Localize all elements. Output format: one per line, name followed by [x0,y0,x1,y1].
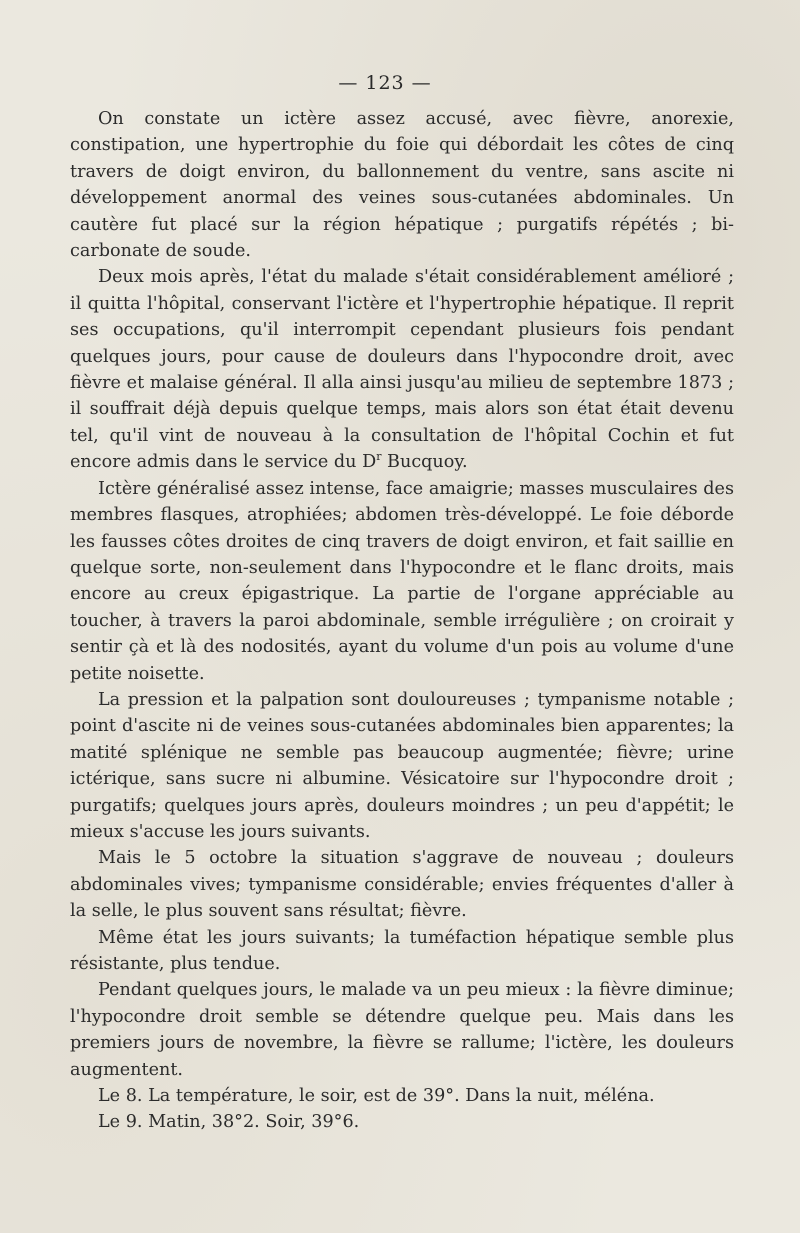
body-text [70,106,734,1136]
paragraph-2 [70,264,734,475]
entry-day-8: Le 8. La température, le soir, est de 39°. Dans la nuit, méléna. [98,1086,655,1107]
paragraph-2-tail: Bucquoy. [381,452,468,473]
paragraph-4: La pression et la palpation sont douloureuses ; tympanisme notable ; point d'ascite ni de veines sous-cutanées abdominales bien apparentes; la matité splénique ne semble pas beaucoup augmentée; fièvre; urine ictérique, sans sucre ni albumine. Vésicatoire sur l'hypocondre droit ; purgatifs; quelques jours après, douleurs moindres ; un peu d'appétit; le mieux s'accuse les jours suivants. [70,689,734,842]
paragraph-2-superscript: r [376,450,382,464]
paragraph-3: Ictère généralisé assez intense, face amaigrie; masses musculaires des membres flasques, atrophiées; abdomen très-développé. Le foie déborde les fausses côtes droites de cinq travers de doigt environ, et fait saillie en quelque sorte, non-seulement dans l'hypocondre et le flanc droits, mais encore au creux épigastrique. La partie de l'organe appréciable au toucher, à travers la paroi abdominale, semble irrégulière ; on croirait y sentir çà et là des nodosités, ayant du volume d'un pois au volume d'une petite noisette. [70,478,734,684]
paragraph-5: Mais le 5 octobre la situation s'aggrave de nouveau ; douleurs abdominales vives; tympanisme considérable; envies fréquentes d'aller à la selle, le plus souvent sans résultat; fièvre. [70,848,734,922]
paragraph-2-text: Deux mois après, l'état du malade s'était considérablement amélioré ; il quitta l'hôpital, conservant l'ictère et l'hypertrophie hépatique. Il reprit ses occupations, qu'il interrompit cependant plusieurs fois pendant quelques jours, pour cause de douleurs dans l'hypocondre droit, avec fièvre et malaise général. Il alla ainsi jusqu'au milieu de septembre 1873 ; il souffrait déjà depuis quelque temps, mais alors son état était devenu tel, qu'il vint de nouveau à la consultation de l'hôpital Cochin et fut encore admis dans le service du D [70,267,734,473]
page-number: — 123 — [338,72,432,94]
paragraph-1: On constate un ictère assez accusé, avec fièvre, anorexie, constipation, une hypertrophie du foie qui débordait les côtes de cinq travers de doigt environ, du ballonnement du ventre, sans ascite ni développement anormal des veines sous-cutanées abdominales. Un cautère fut placé sur la région hépatique ; purgatifs répétés ; bi-carbonate de soude. [70,109,734,262]
paragraph-6: Même état les jours suivants; la tuméfaction hépatique semble plus résistante, plus tendue. [70,927,734,974]
entry-day-9: Le 9. Matin, 38°2. Soir, 39°6. [98,1112,360,1133]
paragraph-7: Pendant quelques jours, le malade va un peu mieux : la fièvre diminue; l'hypocondre droit semble se détendre quelque peu. Mais dans les premiers jours de novembre, la fièvre se rallume; l'ictère, les douleurs augmentent. [70,980,734,1080]
